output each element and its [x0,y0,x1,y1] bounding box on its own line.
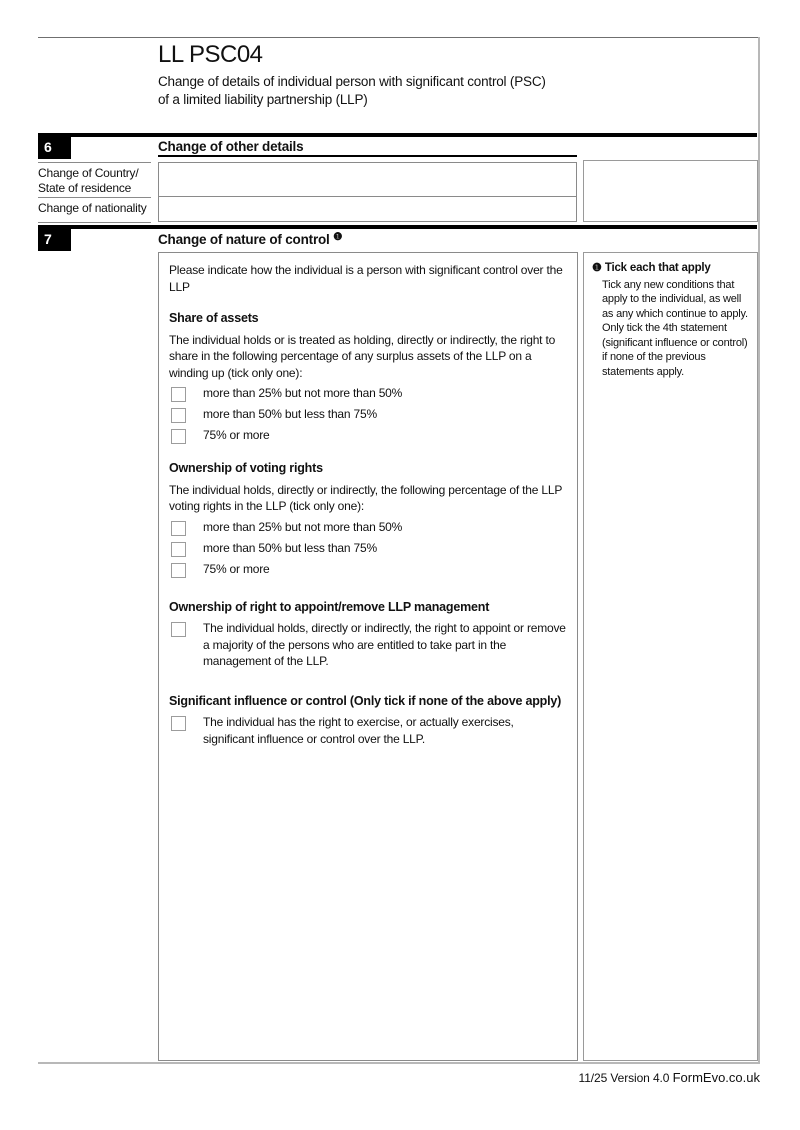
voting-rights-desc: The individual holds, directly or indirectly, the following percentage of the LLP voting rights in the LLP (tick only one): [169,482,562,513]
appoint-remove-heading: Ownership of right to appoint/remove LLP management [169,599,490,614]
country-state-of-residence-label: Change of Country/ State of residence [38,162,151,197]
section6-side-box [583,160,758,222]
note-1-icon: ❶ [333,231,343,243]
section7-intro: Please indicate how the individual is a person with significant control over the LLP [169,263,563,294]
page-border-bottom [38,1062,760,1064]
form-subtitle-line1: Change of details of individual person with significant control (PSC) [158,74,546,89]
form-code: LL PSC04 [158,41,263,68]
section6-bar [38,133,757,137]
group-significant-influence [169,693,567,748]
option-row [169,406,567,423]
voting-75-plus-checkbox[interactable] [171,563,186,578]
form-header [158,42,546,109]
page-border-right [758,37,760,1064]
form-subtitle [158,73,546,109]
share-of-assets-desc: The individual holds or is treated as holding, directly or indirectly, the right to share in the following percentage of any surplus assets of the LLP on a winding up (tick only one): [169,332,556,380]
nationality-input[interactable] [158,196,577,222]
assets-75-plus-checkbox[interactable] [171,429,186,444]
option-row [169,519,567,536]
section6-title: Change of other details [158,139,304,154]
side-note-heading-row [592,261,750,276]
section6-number: 6 [38,137,71,159]
significant-influence-heading: Significant influence or control (Only tick if none of the above apply) [169,693,562,708]
section6-title-underline [158,155,577,157]
voting-25-50-label: more than 25% but not more than 50% [203,519,403,534]
significant-influence-checkbox[interactable] [171,716,186,731]
nationality-label: Change of nationality [38,197,151,223]
assets-25-50-checkbox[interactable] [171,387,186,402]
section7-title [158,231,343,247]
section7-title-text: Change of nature of control [158,232,330,247]
significant-influence-label: The individual has the right to exercise, or actually exercises, significant influence or control over the LLP. [203,715,514,746]
page-footer [579,1070,760,1085]
option-row [169,385,567,402]
assets-75-plus-label: 75% or more [203,428,270,442]
assets-50-75-label: more than 50% but less than 75% [203,407,377,421]
section7-bar [38,225,757,229]
option-row [169,427,567,444]
note-1-icon: ❶ [592,262,602,274]
footer-brand: FormEvo.co.uk [672,1070,760,1085]
country-state-of-residence-input[interactable] [158,162,577,197]
voting-50-75-label: more than 50% but less than 75% [203,540,377,555]
section7-side-note [583,252,758,1061]
section6-field-labels [38,162,151,223]
voting-rights-heading: Ownership of voting rights [169,461,323,475]
footer-version: 11/25 Version 4.0 [578,1071,670,1085]
group-appoint-remove [169,599,567,670]
side-note-heading: Tick each that apply [604,262,711,274]
side-note-body: Tick any new conditions that apply to the individual, as well as any which continue to apply. Only tick the 4th statement (significant influence or control) if none of the previous statements apply. [602,278,748,378]
group-voting-rights [169,460,567,578]
group-share-of-assets [169,310,567,444]
share-of-assets-heading: Share of assets [169,311,259,325]
option-row [169,561,567,578]
section7-main-box [158,252,578,1061]
voting-25-50-checkbox[interactable] [171,521,186,536]
assets-50-75-checkbox[interactable] [171,408,186,423]
voting-50-75-checkbox[interactable] [171,542,186,557]
appoint-remove-label: The individual holds, directly or indirectly, the right to appoint or remove a majority of the persons who are entitled to take part in the management of the LLP. [203,621,566,668]
option-row [169,714,567,747]
section6-field-inputs [158,162,577,222]
assets-25-50-label: more than 25% but not more than 50% [203,386,403,400]
option-row [169,540,567,557]
voting-75-plus-label: 75% or more [203,561,270,576]
appoint-remove-checkbox[interactable] [171,622,186,637]
page-border-top [38,37,760,38]
form-subtitle-line2: of a limited liability partnership (LLP) [158,92,368,107]
option-row [169,620,567,670]
section7-number: 7 [38,229,71,251]
